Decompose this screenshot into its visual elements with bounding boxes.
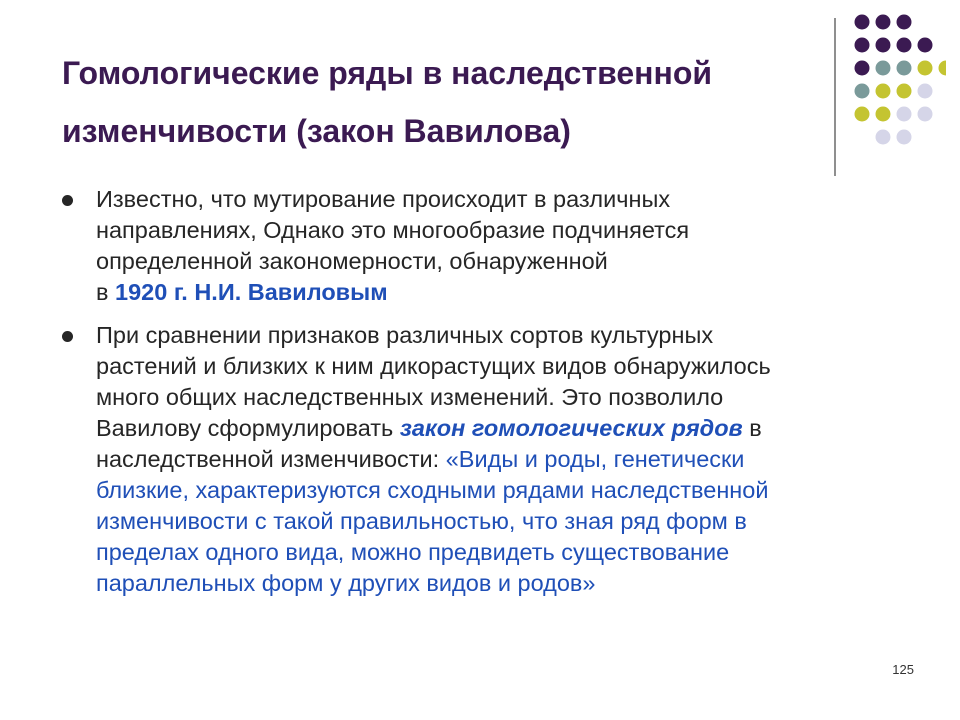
text-run: определенной закономерности, обнаруженной [96, 248, 608, 274]
decor-dot [855, 61, 870, 76]
decor-dot [876, 107, 891, 122]
text-run: наследственной изменчивости: [96, 446, 446, 472]
page-number: 125 [892, 662, 914, 677]
text-run: При сравнении признаков различных сортов культурных [96, 322, 714, 348]
slide-body [62, 184, 922, 611]
highlighted-text: 1920 г. Н.И. Вавиловым [115, 279, 388, 305]
highlighted-text: параллельных форм у других видов и родов» [96, 570, 596, 596]
bullet-text-line [96, 444, 922, 475]
decor-dot [939, 61, 947, 76]
decor-dot [876, 15, 891, 30]
text-run: много общих наследственных изменений. Это позволило [96, 384, 724, 410]
bullet-text-line [96, 413, 922, 444]
bullet-text-line [96, 537, 922, 568]
highlighted-text: близкие, характеризуются сходными рядами наследственной [96, 477, 769, 503]
decor-dot [897, 15, 912, 30]
bullet-dot-icon [62, 331, 73, 342]
text-run: в [96, 279, 116, 305]
highlighted-text: пределах одного вида, можно предвидеть существование [96, 539, 730, 565]
decor-dot [918, 38, 933, 53]
decor-dot [876, 84, 891, 99]
bullet-text-line [96, 475, 922, 506]
bullet-text-line [96, 184, 922, 215]
bullet-item [62, 184, 922, 308]
decor-dot [855, 38, 870, 53]
bullet-text-line [96, 506, 922, 537]
bullet-text-line [96, 351, 922, 382]
text-run: растений и близких к ним дикорастущих видов обнаружилось [96, 353, 771, 379]
bullet-text-line [96, 277, 922, 308]
decor-dot [876, 61, 891, 76]
highlighted-text: «Виды и роды, генетически [445, 446, 745, 472]
decor-dot [918, 61, 933, 76]
text-run: Известно, что мутирование происходит в различных [96, 186, 671, 212]
bullet-text-line [96, 320, 922, 351]
slide-title [62, 44, 822, 160]
bullet-item [62, 320, 922, 599]
decor-dot [897, 38, 912, 53]
slide-title-line-1: Гомологические ряды в наследственной [62, 55, 713, 91]
text-run: в [742, 415, 762, 441]
bullet-dot-icon [62, 195, 73, 206]
highlighted-text: закон гомологических рядов [399, 415, 743, 441]
vertical-divider [834, 18, 836, 176]
decor-dot [897, 84, 912, 99]
decor-dot [855, 15, 870, 30]
highlighted-text: изменчивости с такой правильностью, что зная ряд форм в [96, 508, 747, 534]
bullet-text-line [96, 568, 922, 599]
decor-dot [897, 107, 912, 122]
decor-dot [918, 84, 933, 99]
decor-dot [897, 61, 912, 76]
decor-dot [897, 130, 912, 145]
bullet-text-line [96, 382, 922, 413]
text-run: Вавилову сформулировать [96, 415, 400, 441]
decor-dot [855, 107, 870, 122]
bullet-text-line [96, 246, 922, 277]
decor-dot [855, 84, 870, 99]
text-run: направлениях, Однако это многообразие подчиняется [96, 217, 690, 243]
slide-title-line-2: изменчивости (закон Вавилова) [62, 113, 571, 149]
decorative-dot-grid [846, 8, 946, 168]
decor-dot [876, 38, 891, 53]
bullet-text-line [96, 215, 922, 246]
decor-dot [876, 130, 891, 145]
decor-dot [918, 107, 933, 122]
